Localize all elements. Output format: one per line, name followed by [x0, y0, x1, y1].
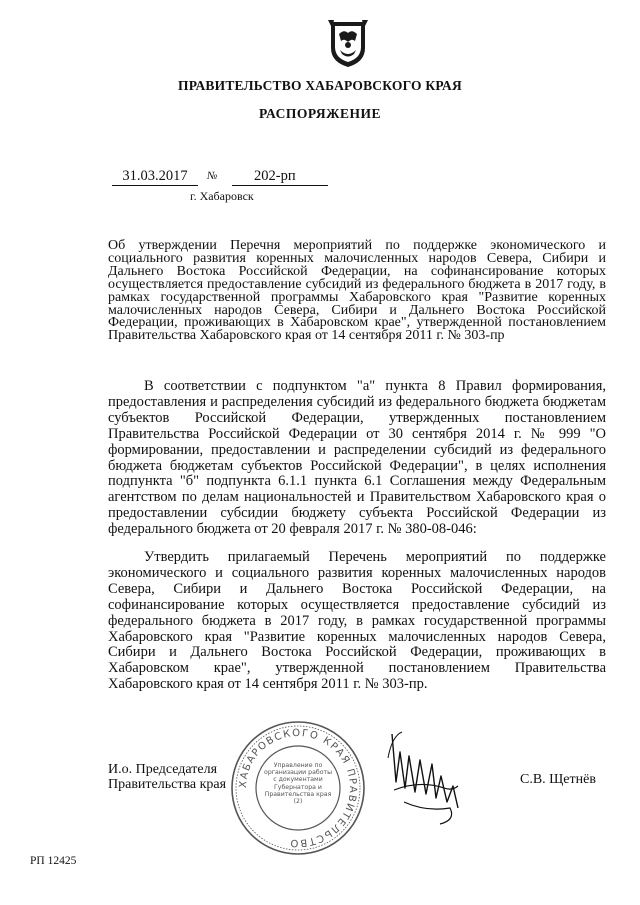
signatory-title-line2: Правительства края: [108, 777, 227, 792]
government-title: ПРАВИТЕЛЬСТВО ХАБАРОВСКОГО КРАЯ: [178, 78, 462, 93]
registration-number: РП 12425: [30, 855, 77, 867]
signatory-name: С.В. Щетнёв: [520, 772, 596, 787]
document-type: РАСПОРЯЖЕНИЕ: [258, 106, 382, 121]
stamp-inner-text: Управление по организации работы с документами Губернатора и Правительства края (2): [264, 762, 332, 806]
document-city: г. Хабаровск: [190, 189, 254, 203]
coat-of-arms-icon: [328, 18, 368, 68]
official-stamp: [228, 718, 368, 858]
document-subject: Об утверждении Перечня мероприятий по поддержке экономического и социального развития коренных малочисленных народов Севера, Сибири и Дальнего Востока Российской Федерации, на софинансирование которых осуществляется предоставление субсидий из федерального бюджета в 2017 году, в рамках государственной программы Хабаровского края "Развитие коренных малочисленных народов Севера, Сибири и Дальнего Востока Российской Федерации, проживающих в Хабаровском крае", утвержденной постановлением Правительства Хабаровского края от 14 сентября 2011 г. № 303-пр: [108, 238, 606, 344]
signatory-title-line1: И.о. Председателя: [108, 762, 218, 777]
signatory-title: [108, 762, 226, 792]
body-paragraph-1: В соответствии с подпунктом "а" пункта 8 Правил формирования, предоставления и распределения субсидий из федерального бюджета бюджетам субъектов Российской Федерации, утвержденных постановлением Правительства Российской Федерации от 30 сентября 2014 г. № 999 "О формировании, предоставлении и распределении субсидий из федерального бюджета бюджетам субъектов Российской Федерации", в целях исполнения подпункта "б" подпункта 6.1.1 пункта 6.1 Соглашения между Федеральным агентством по делам национальностей и Правительством Хабаровского края о предоставлении субсидии бюджету субъекта Российской Федерации из федерального бюджета от 20 февраля 2017 г. № 380-08-046:: [108, 378, 606, 538]
handwritten-signature: [380, 728, 464, 828]
number-label: №: [207, 170, 218, 182]
stamp-outer-text: ХАБАРОВСКОГО КРАЯ ПРАВИТЕЛЬСТВО: [237, 727, 359, 849]
document-date: 31.03.2017: [112, 168, 198, 186]
body-paragraph-2: Утвердить прилагаемый Перечень мероприятий по поддержке экономического и социального развития коренных малочисленных народов Севера, Сибири и Дальнего Востока Российской Федерации, на софинансирование которых осуществляется предоставление субсидий из федерального бюджета в 2017 году, в рамках государственной программы Хабаровского края "Развитие коренных малочисленных народов Севера, Сибири и Дальнего Востока Российской Федерации, проживающих в Хабаровском крае", утвержденной постановлением Правительства Хабаровского края от 14 сентября 2011 г. № 303-пр.: [108, 549, 606, 693]
document-number: 202-рп: [232, 168, 328, 186]
